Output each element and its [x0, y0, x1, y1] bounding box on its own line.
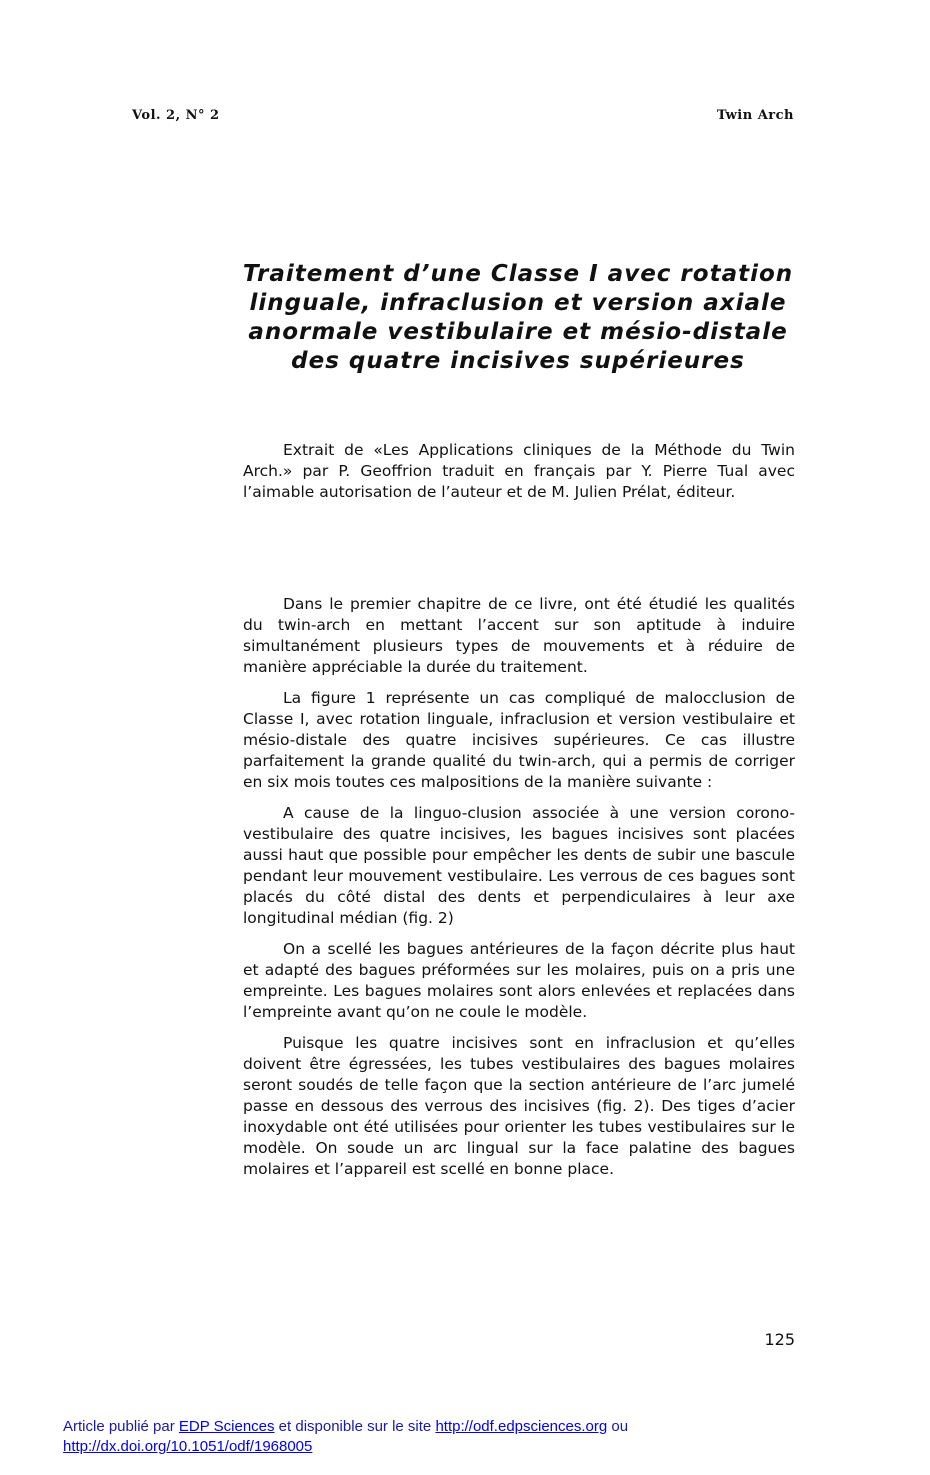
body-paragraph: On a scellé les bagues antérieures de la façon décrite plus haut et adapté des bagues préformées sur les molaires, puis on a pris une empreinte. Les bagues molaires sont alors enlevées et replacées dans l’empreinte avant qu’on ne coule le modèle. — [243, 940, 795, 1021]
journal-title: Twin Arch — [716, 108, 794, 123]
body-paragraph: Dans le premier chapitre de ce livre, ont été étudié les qualités du twin-arch en mettant l’accent sur son aptitude à induire simultanément plusieurs types de mouvements et à réduire de manière appréciable la durée du traitement. — [243, 595, 795, 676]
running-header — [132, 108, 794, 128]
body-paragraph: Puisque les quatre incisives sont en infraclusion et qu’elles doivent être égressées, les tubes vestibulaires des bagues molaires seront soudés de telle façon que la section antérieure de l’arc jumelé passe en dessous des verrous des incisives (fig. 2). Des tiges d’acier inoxydable ont été utilisées pour orienter les tubes vestibulaires sur le modèle. On soude un arc lingual sur la face palatine des bagues molaires et l’appareil est scellé en bonne place. — [243, 1034, 795, 1178]
publisher-link[interactable]: EDP Sciences — [178, 1418, 275, 1435]
footer-suffix: ou — [607, 1418, 629, 1435]
article-body — [243, 594, 795, 1190]
page-number: 125 — [764, 1330, 795, 1349]
article-title: Traitement d’une Classe I avec rotation linguale, infraclusion et version axiale anormale vestibulaire et mésio-distale des quatre incisives supérieures — [242, 261, 794, 374]
body-paragraph: La figure 1 représente un cas compliqué de malocclusion de Classe I, avec rotation linguale, infraclusion et version vestibulaire et mésio-distale des quatre incisives supérieures. Ce cas illustre parfaitement la grande qualité du twin-arch, qui a permis de corriger en six mois toutes ces malpositions de la manière suivante : — [243, 689, 795, 791]
article-abstract: Extrait de «Les Applications cliniques de la Méthode du Twin Arch.» par P. Geoffrion traduit en français par Y. Pierre Tual avec l’aimable autorisation de l’auteur et de M. Julien Prélat, éditeur. — [243, 441, 795, 501]
site-link[interactable]: http://odf.edpsciences.org — [435, 1418, 608, 1435]
body-paragraph: A cause de la linguo-clusion associée à une version corono-vestibulaire des quatre incisives, les bagues incisives sont placées aussi haut que possible pour empêcher les dents de subir une bascule pendant leur mouvement vestibulaire. Les verrous de ces bagues sont placés du côté distal des dents et perpendiculaires à leur axe longitudinal médian (fig. 2) — [243, 804, 795, 927]
footer-middle: et disponible sur le site — [274, 1418, 436, 1435]
publisher-footer — [63, 1417, 863, 1457]
doi-link[interactable]: http://dx.doi.org/10.1051/odf/1968005 — [63, 1438, 313, 1455]
footer-prefix: Article publié par — [63, 1418, 179, 1435]
journal-volume: Vol. 2, N° 2 — [132, 108, 220, 123]
